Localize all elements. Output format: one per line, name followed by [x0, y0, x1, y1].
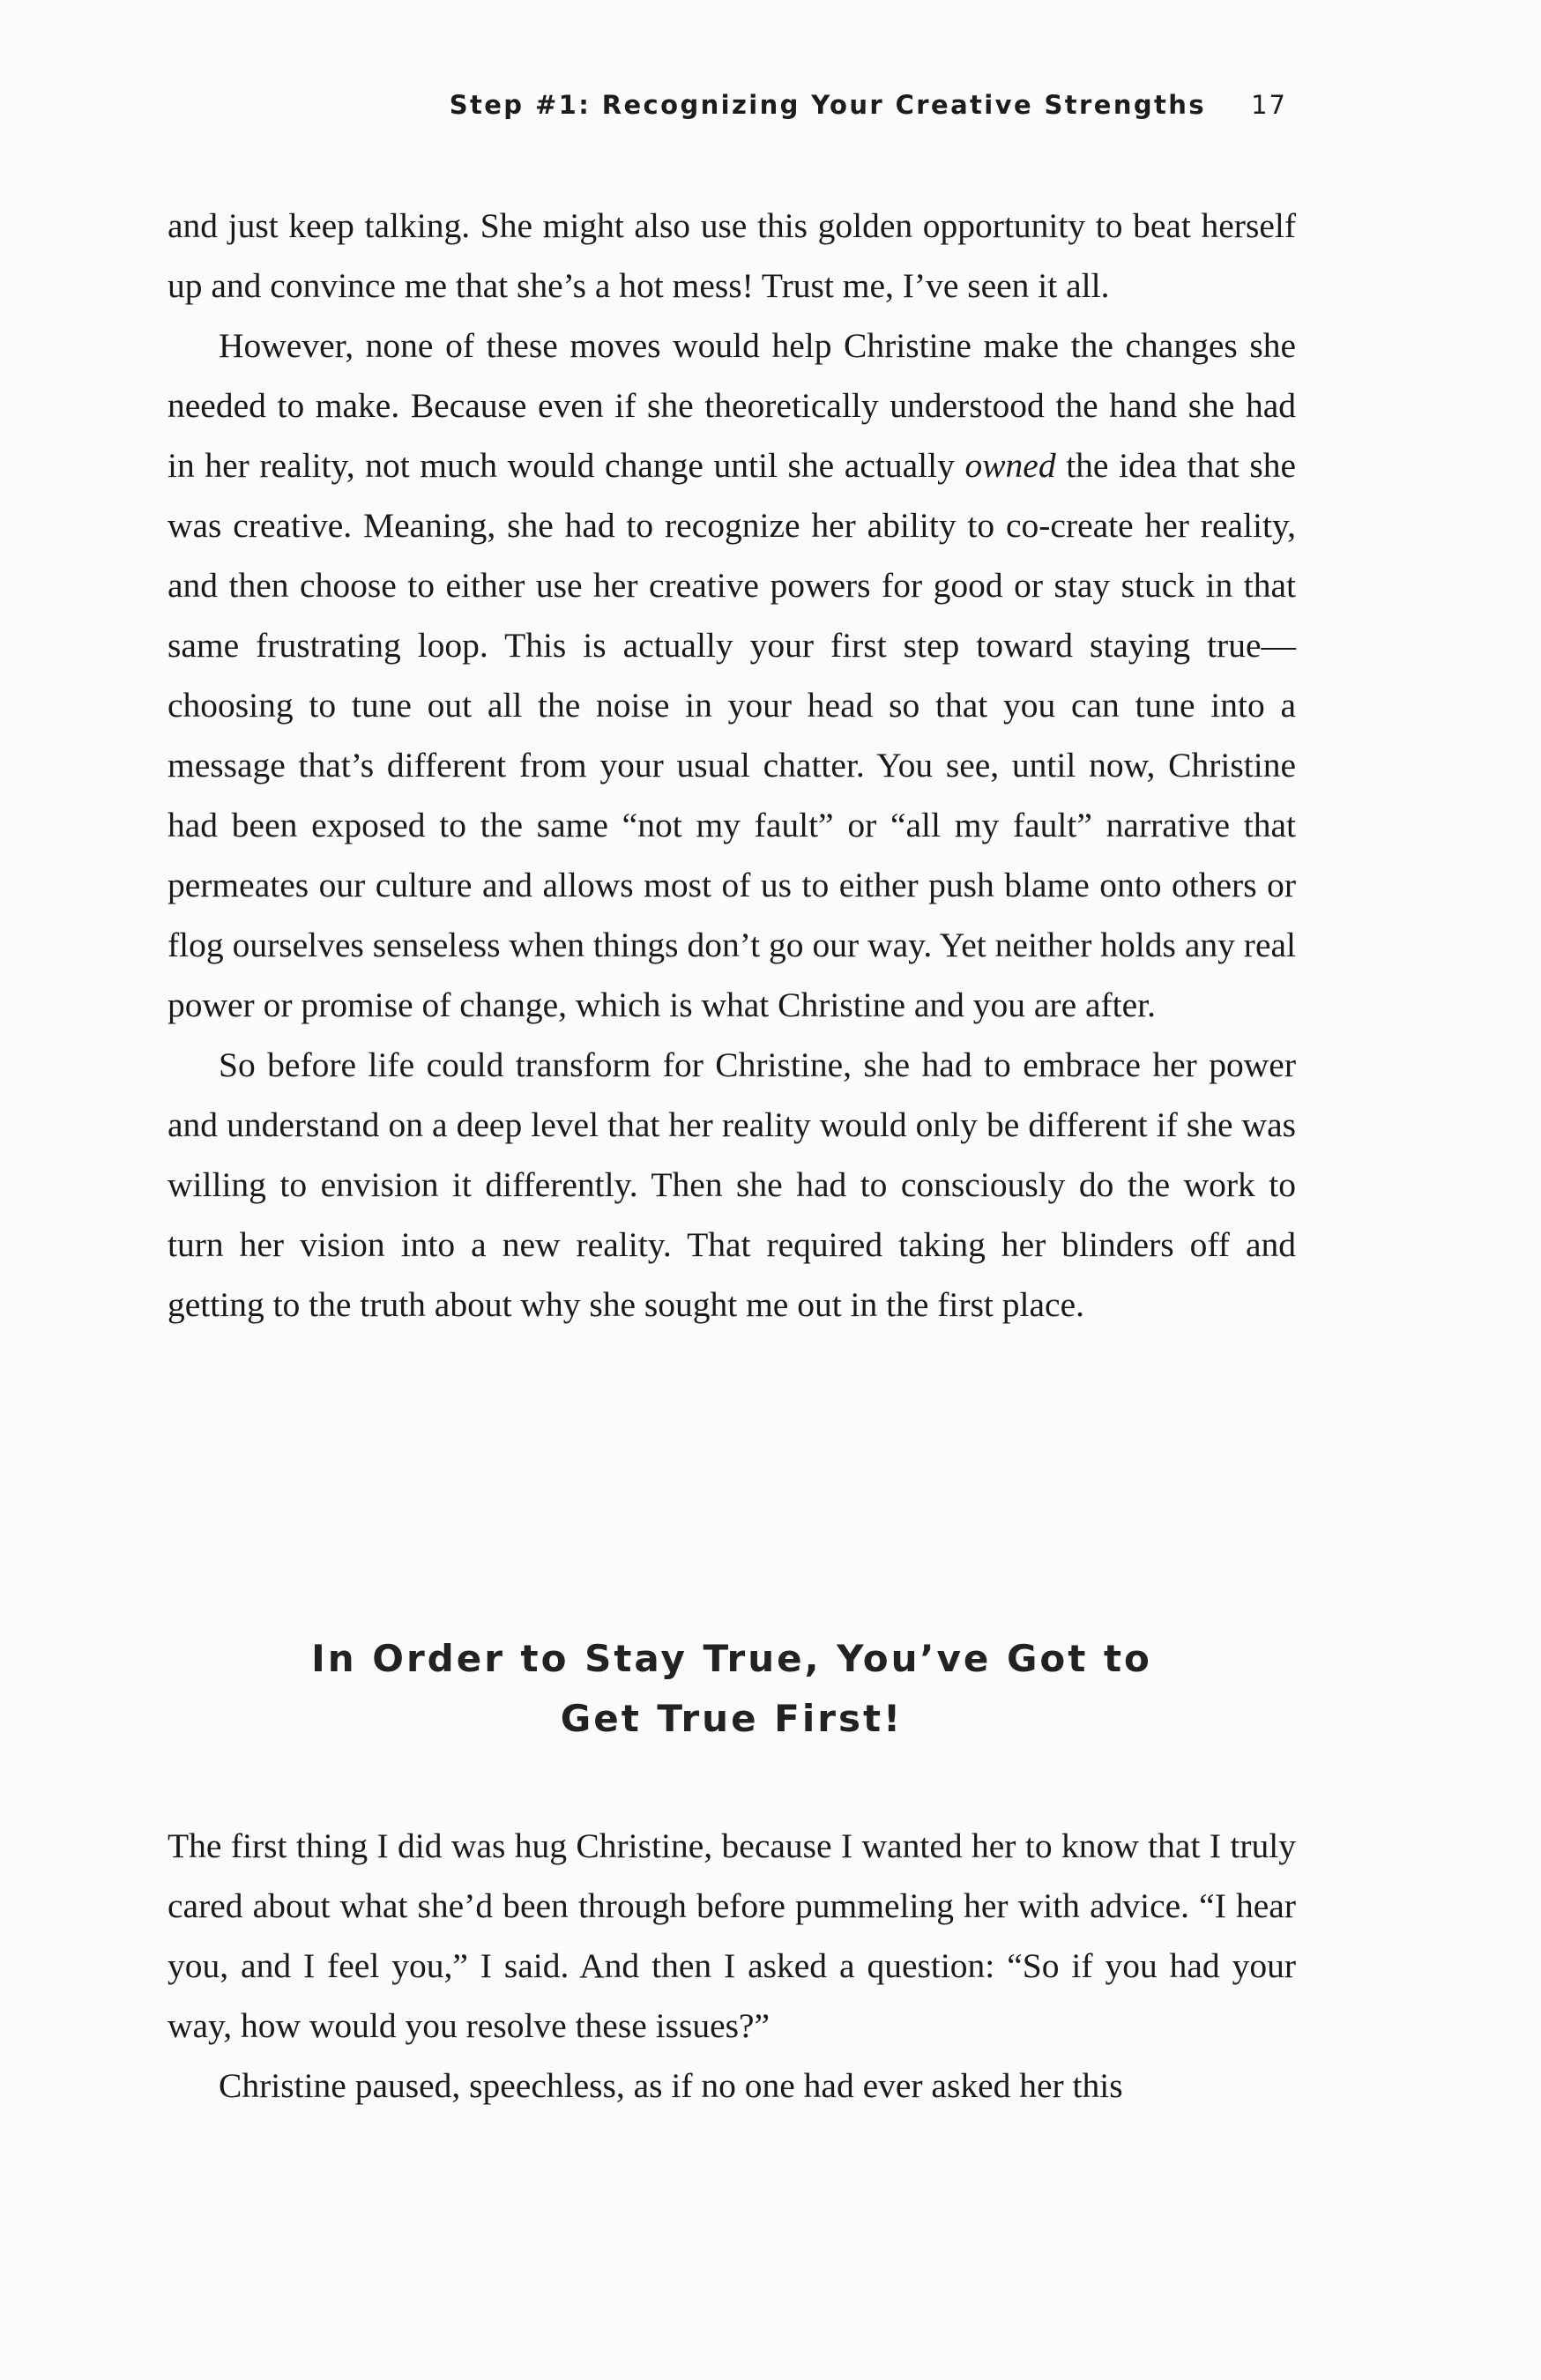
page-number: 17: [1251, 90, 1287, 120]
paragraph: and just keep talking. She might also use this golden opportunity to beat herself up and convince me that she’s a hot mess! Trust me, I’ve seen it all.: [168, 206, 1296, 305]
section-heading: [168, 1629, 1296, 1749]
running-head: [0, 85, 1287, 127]
paragraph-text: the idea that she was creative. Meaning, she had to recognize her ability to co-create her reality, and then choose to either use her creative powers for good or stay stuck in that same frustrating loop. This is actually your first step toward staying true—choosing to tune out all the noise in your head so that you can tune into a message that’s different from your usual chatter. You see, until now, Christine had been exposed to the same “not my fault” or “all my fault” narrative that permeates our culture and allows most of us to either push blame onto others or flog ourselves senseless when things don’t go our way. Yet neither holds any real power or promise of change, which is what Christine and you are after.: [168, 446, 1296, 1024]
body-text: [168, 196, 1296, 1335]
body-text-after-heading: [168, 1816, 1296, 2116]
paragraph: So before life could transform for Christine, she had to embrace her power and understand on a deep level that her reality would only be different if she was willing to envision it differently. Then she had to consciously do the work to turn her vision into a new reality. That required taking her blinders off and getting to the truth about why she sought me out in the first place.: [168, 1045, 1296, 1324]
emphasis-text: owned: [964, 446, 1056, 485]
paragraph: The first thing I did was hug Christine, because I wanted her to know that I truly cared about what she’d been through before pummeling her with advice. “I hear you, and I feel you,” I said. And then I asked a question: “So if you had your way, how would you resolve these issues?”: [168, 1826, 1296, 2045]
running-title: Step #1: Recognizing Your Creative Strengths: [449, 90, 1206, 120]
paragraph: [168, 316, 1296, 1035]
paragraph-text: However, none of these moves would help Christine make the changes she needed to make. Because even if she theoretically understood the hand she had in her reality, not much would change until she actually: [168, 326, 1296, 485]
section-heading-line: In Order to Stay True, You’ve Got to: [311, 1637, 1152, 1680]
paragraph: Christine paused, speechless, as if no one had ever asked her this: [219, 2066, 1123, 2105]
section-heading-line: Get True First!: [560, 1697, 904, 1740]
